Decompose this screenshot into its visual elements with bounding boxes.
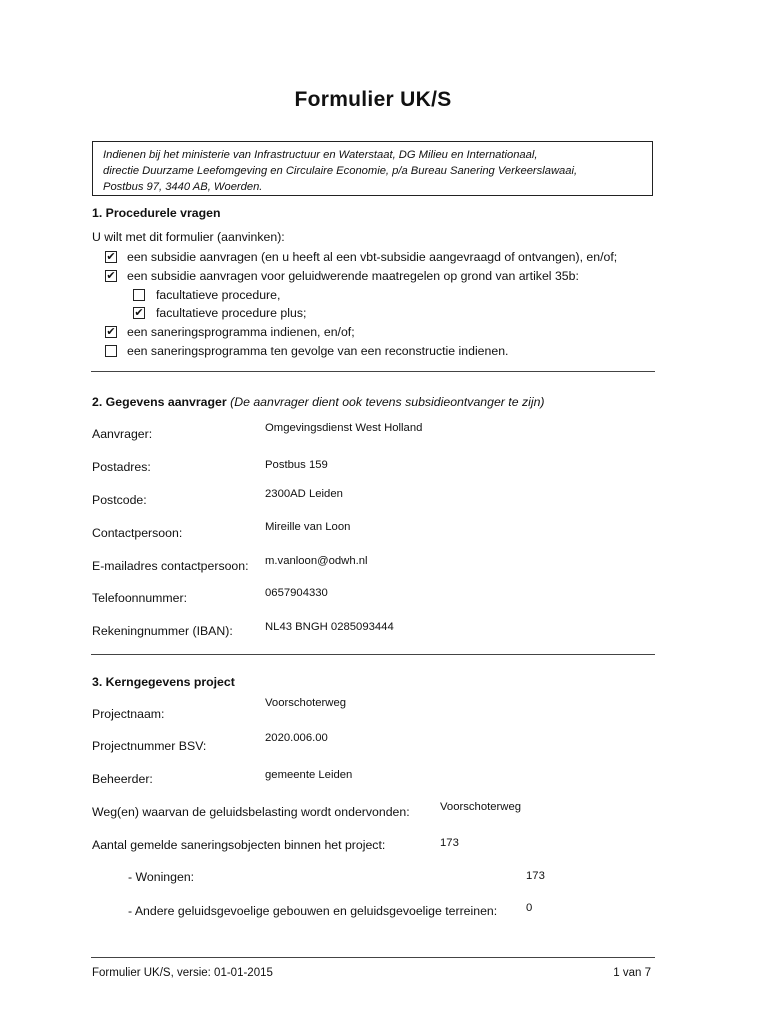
section-divider <box>91 654 655 655</box>
field-label: Beheerder: <box>92 772 153 786</box>
field-emailadres[interactable]: m.vanloon@odwh.nl <box>265 555 368 567</box>
section-divider <box>91 371 655 372</box>
checkbox-artikel-35b[interactable]: ✔ <box>106 270 116 282</box>
field-label: Postcode: <box>92 493 147 507</box>
checkbox-reconstructie[interactable] <box>105 345 117 357</box>
address-line: Indienen bij het ministerie van Infrastructuur en Waterstaat, DG Milieu en Internationaal, <box>103 149 538 161</box>
page-title: Formulier UK/S <box>294 88 452 111</box>
field-label: - Andere geluidsgevoelige gebouwen en geluidsgevoelige terreinen: <box>128 904 498 918</box>
address-line: directie Duurzame Leefomgeving en Circulaire Economie, p/a Bureau Sanering Verkeerslawaai, <box>103 165 578 177</box>
field-label: Telefoonnummer: <box>92 591 188 605</box>
checkbox-facultatieve-procedure[interactable] <box>133 289 145 301</box>
field-contactpersoon[interactable]: Mireille van Loon <box>265 521 351 533</box>
field-postadres[interactable]: Postbus 159 <box>265 459 328 471</box>
field-rekeningnummer[interactable]: NL43 BNGH 0285093444 <box>265 621 394 633</box>
footer-divider <box>91 957 655 958</box>
section2-title: 2. Gegevens aanvrager <box>92 395 227 409</box>
field-projectnummer-bsv[interactable]: 2020.006.00 <box>265 732 328 744</box>
footer-version: Formulier UK/S, versie: 01-01-2015 <box>92 967 273 979</box>
field-label: Projectnummer BSV: <box>92 739 207 753</box>
checkbox-facultatieve-procedure-plus[interactable]: ✔ <box>134 307 144 319</box>
field-wegen[interactable]: Voorschoterweg <box>440 801 522 813</box>
option-label: een subsidie aanvragen (en u heeft al een vbt-subsidie aangevraagd of ontvangen), en/of; <box>127 250 618 264</box>
page-number: 1 van 7 <box>613 967 651 979</box>
field-aantal-saneringsobjecten[interactable]: 173 <box>440 837 459 849</box>
section2-note: (De aanvrager dient ook tevens subsidieontvanger te zijn) <box>230 395 545 409</box>
option-label: facultatieve procedure, <box>156 288 281 302</box>
option-label: facultatieve procedure plus; <box>156 306 307 320</box>
option-label: een saneringsprogramma indienen, en/of; <box>127 325 355 339</box>
field-aanvrager[interactable]: Omgevingsdienst West Holland <box>265 422 423 434</box>
field-woningen[interactable]: 173 <box>526 870 545 882</box>
field-label: Contactpersoon: <box>92 526 183 540</box>
field-andere-gebouwen[interactable]: 0 <box>526 902 533 914</box>
address-line: Postbus 97, 3440 AB, Woerden. <box>103 181 263 193</box>
section1-heading: 1. Procedurele vragen <box>92 206 221 220</box>
field-label: Postadres: <box>92 460 151 474</box>
field-postcode[interactable]: 2300AD Leiden <box>265 488 343 500</box>
checkbox-vbt-subsidie[interactable]: ✔ <box>106 251 116 263</box>
option-label: een subsidie aanvragen voor geluidwerende maatregelen op grond van artikel 35b: <box>127 269 579 283</box>
field-label: Aanvrager: <box>92 427 153 441</box>
field-label: Aantal gemelde saneringsobjecten binnen het project: <box>92 838 386 852</box>
submission-address-box <box>92 141 653 196</box>
field-label: Weg(en) waarvan de geluidsbelasting wordt ondervonden: <box>92 805 410 819</box>
section1-intro: U wilt met dit formulier (aanvinken): <box>92 230 285 244</box>
field-label: E-mailadres contactpersoon: <box>92 559 249 573</box>
field-label: - Woningen: <box>128 870 195 884</box>
option-label: een saneringsprogramma ten gevolge van een reconstructie indienen. <box>127 344 509 358</box>
field-projectnaam[interactable]: Voorschoterweg <box>265 697 347 709</box>
section2-heading <box>92 395 545 409</box>
checkbox-saneringsprogramma[interactable]: ✔ <box>106 326 116 338</box>
field-telefoonnummer[interactable]: 0657904330 <box>265 587 328 599</box>
section3-heading: 3. Kerngegevens project <box>92 675 235 689</box>
field-label: Projectnaam: <box>92 707 165 721</box>
field-label: Rekeningnummer (IBAN): <box>92 624 233 638</box>
field-beheerder[interactable]: gemeente Leiden <box>265 769 353 781</box>
